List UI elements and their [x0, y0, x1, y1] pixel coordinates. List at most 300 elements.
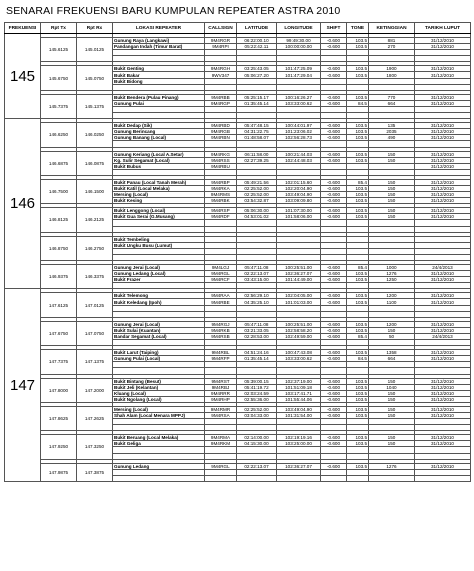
lokasi-cell: Kluang (Local) — [113, 390, 205, 396]
tone-cell: 103.5 — [347, 208, 369, 214]
longitude-cell: 99:49:30.00 — [277, 38, 321, 44]
shift-cell: -0.600 — [321, 435, 347, 441]
header-rpt-rx: Rpt Rx — [77, 23, 113, 34]
tarikh-cell: 31/12/2010 — [415, 384, 471, 390]
tarikh-cell: 31/12/2010 — [415, 350, 471, 356]
shift-cell: -0.600 — [321, 66, 347, 72]
callsign-cell: 9M4RGL — [205, 463, 237, 469]
lokasi-cell: Bukit Telemong — [113, 293, 205, 299]
tone-cell: 103.5 — [347, 72, 369, 78]
ketinggian-cell: 664 — [369, 100, 415, 106]
rpt-tx-cell: 145.7375 — [41, 94, 77, 118]
shift-cell — [321, 475, 347, 481]
tone-cell: 103.5 — [347, 38, 369, 44]
longitude-cell: 100:21:44.03 — [277, 151, 321, 157]
tone-cell: 103.5 — [347, 271, 369, 277]
ketinggian-cell: 150 — [369, 327, 415, 333]
shift-cell: -0.600 — [321, 441, 347, 447]
lokasi-cell: Gunung Pulai — [113, 100, 205, 106]
tarikh-cell: 31/12/2010 — [415, 44, 471, 50]
header-shift: SHIFT — [321, 23, 347, 34]
callsign-cell: 9M4RKM — [205, 441, 237, 447]
longitude-cell: 102:36:27.07 — [277, 271, 321, 277]
latitude-cell: 02:25:52.00 — [237, 406, 277, 412]
rpt-tx-cell: 146.7500 — [41, 179, 77, 203]
ketinggian-cell: 150 — [369, 412, 415, 418]
tarikh-cell: 31/12/2010 — [415, 123, 471, 129]
tarikh-cell: 31/12/2010 — [415, 327, 471, 333]
tone-cell: 103.5 — [347, 378, 369, 384]
tone-cell: 103.5 — [347, 299, 369, 305]
lokasi-cell: Gunung Ledang (Local) — [113, 271, 205, 277]
ketinggian-cell: 1200 — [369, 293, 415, 299]
tarikh-cell: 31/12/2010 — [415, 396, 471, 402]
tarikh-cell: 31/12/2010 — [415, 441, 471, 447]
rpt-rx-cell: 146.3375 — [77, 265, 113, 289]
shift-cell: -0.600 — [321, 406, 347, 412]
frequency-band-label: 146 — [5, 119, 41, 289]
longitude-cell: 101:47:25.09 — [277, 66, 321, 72]
tarikh-cell: 31/12/2010 — [415, 412, 471, 418]
lokasi-cell: Gunung Berincang — [113, 129, 205, 135]
longitude-cell: 102:01:15.60 — [277, 179, 321, 185]
latitude-cell — [237, 475, 277, 481]
ketinggian-cell: 150 — [369, 406, 415, 412]
ketinggian-cell — [369, 475, 415, 481]
frequency-band-label: 147 — [5, 289, 41, 482]
lokasi-cell: Bukit Larut (Taiping) — [113, 350, 205, 356]
ketinggian-cell: 150 — [369, 185, 415, 191]
lokasi-cell: Bukit Bidong — [113, 78, 205, 84]
longitude-cell: 102:19:19.16 — [277, 435, 321, 441]
ketinggian-cell: 1000 — [369, 265, 415, 271]
lokasi-cell — [113, 475, 205, 481]
rpt-tx-cell: 147.9875 — [41, 463, 77, 481]
shift-cell: -0.600 — [321, 412, 347, 418]
latitude-cell: 02:22:13.07 — [237, 463, 277, 469]
tarikh-cell: 31/12/2010 — [415, 151, 471, 157]
tone-cell: 84.5 — [347, 100, 369, 106]
longitude-cell: 102:37:19.00 — [277, 378, 321, 384]
callsign-cell: 9WV347 — [205, 72, 237, 78]
longitude-cell: 102:44:48.03 — [277, 157, 321, 163]
header-lokasi: LOKASI REPEATER — [113, 23, 205, 34]
tone-cell: 103.5 — [347, 441, 369, 447]
tone-cell: 103.5 — [347, 277, 369, 283]
ketinggian-cell: 1276 — [369, 271, 415, 277]
shift-cell: -0.600 — [321, 123, 347, 129]
latitude-cell: 05:06:30.00 — [237, 208, 277, 214]
tone-cell: 103.5 — [347, 157, 369, 163]
ketinggian-cell: 150 — [369, 435, 415, 441]
longitude-cell: 100:25:51.00 — [277, 265, 321, 271]
callsign-cell: 9M4RST — [205, 378, 237, 384]
shift-cell: -0.600 — [321, 179, 347, 185]
tarikh-cell: 31/12/2010 — [415, 406, 471, 412]
rpt-rx-cell: 147.1375 — [77, 350, 113, 374]
latitude-cell: 02:25:52.00 — [237, 185, 277, 191]
tarikh-cell: 31/12/2010 — [415, 157, 471, 163]
callsign-cell: 9M4RSB — [205, 333, 237, 339]
longitude-cell: 103:25:00.00 — [277, 441, 321, 447]
table-header-row — [5, 23, 471, 34]
ketinggian-cell: 150 — [369, 390, 415, 396]
lokasi-cell: Bukit Ngolang (Local) — [113, 396, 205, 402]
callsign-cell: 9M4RMS — [205, 192, 237, 198]
shift-cell: -0.600 — [321, 378, 347, 384]
callsign-cell: 9M4RGH — [205, 66, 237, 72]
shift-cell: -0.600 — [321, 396, 347, 402]
ketinggian-cell: 490 — [369, 135, 415, 141]
ketinggian-cell: 1040 — [369, 384, 415, 390]
callsign-cell: 9M4RCF — [205, 277, 237, 283]
tone-cell: 103.5 — [347, 321, 369, 327]
rpt-rx-cell: 147.2625 — [77, 406, 113, 430]
longitude-cell: 103:33:00.62 — [277, 100, 321, 106]
ketinggian-cell: 270 — [369, 44, 415, 50]
ketinggian-cell: 150 — [369, 192, 415, 198]
callsign-cell: 9M4RGJ — [205, 321, 237, 327]
shift-cell: -0.600 — [321, 299, 347, 305]
lokasi-cell: Bukit Gua Serai (G.Musang) — [113, 214, 205, 220]
lokasi-cell: Bukit Panau (Local Tanah Merah) — [113, 179, 205, 185]
shift-cell: -0.600 — [321, 44, 347, 50]
ketinggian-cell: 135 — [369, 123, 415, 129]
callsign-cell: 9M4RBB — [205, 94, 237, 100]
callsign-cell: 9M4RDF — [205, 214, 237, 220]
shift-cell: -0.600 — [321, 271, 347, 277]
tarikh-cell: 31/12/2010 — [415, 66, 471, 72]
longitude-cell: 101:55:44.06 — [277, 396, 321, 402]
tone-cell: 103.5 — [347, 185, 369, 191]
ketinggian-cell: 1900 — [369, 66, 415, 72]
latitude-cell: 04:35:25.10 — [237, 299, 277, 305]
ketinggian-cell: 150 — [369, 179, 415, 185]
callsign-cell: 9M4RSA — [205, 412, 237, 418]
latitude-cell: 05:06:27.20 — [237, 72, 277, 78]
longitude-cell: 100:44:01.97 — [277, 123, 321, 129]
shift-cell: -0.600 — [321, 192, 347, 198]
shift-cell: -0.600 — [321, 356, 347, 362]
callsign-cell: 9M4RBL — [205, 350, 237, 356]
tarikh-cell: 31/12/2010 — [415, 185, 471, 191]
lokasi-cell: Gunung Pulai (Local) — [113, 356, 205, 362]
latitude-cell: 02:25:52.00 — [237, 192, 277, 198]
header-longitude: LONGITUDE — [277, 23, 321, 34]
rpt-tx-cell: 145.6125 — [41, 38, 77, 62]
latitude-cell: 02:03:24.59 — [237, 390, 277, 396]
lokasi-cell: Shah Alam (Local Menara MPPJ) — [113, 412, 205, 418]
tarikh-cell: 24/4/2013 — [415, 265, 471, 271]
ketinggian-cell: 1200 — [369, 321, 415, 327]
lokasi-cell: Gunung Banang (Local) — [113, 135, 205, 141]
shift-cell: -0.600 — [321, 72, 347, 78]
callsign-cell: 9M4RBK — [205, 198, 237, 204]
latitude-cell: 06:11:58.00 — [237, 151, 277, 157]
tone-cell: 103.5 — [347, 214, 369, 220]
longitude-cell — [277, 475, 321, 481]
longitude-cell: 101:51:09.18 — [277, 384, 321, 390]
longitude-cell: 102:04:05.00 — [277, 293, 321, 299]
latitude-cell: 05:47:48.15 — [237, 123, 277, 129]
latitude-cell: 01:48:58.07 — [237, 135, 277, 141]
ketinggian-cell: 1250 — [369, 277, 415, 283]
longitude-cell: 101:07:30.00 — [277, 208, 321, 214]
header-tone: TONE — [347, 23, 369, 34]
latitude-cell: 05:25:15.17 — [237, 94, 277, 100]
tarikh-cell: 31/12/2010 — [415, 163, 471, 169]
tone-cell: 103.5 — [347, 151, 369, 157]
tarikh-cell: 31/12/2010 — [415, 293, 471, 299]
callsign-cell: 9M4RGB — [205, 129, 237, 135]
ketinggian-cell: 2035 — [369, 129, 415, 135]
callsign-cell: 9M4RGL — [205, 271, 237, 277]
latitude-cell: 05:47:11.08 — [237, 321, 277, 327]
ketinggian-cell: 150 — [369, 198, 415, 204]
rpt-rx-cell: 146.2125 — [77, 208, 113, 232]
tarikh-cell: 31/12/2010 — [415, 390, 471, 396]
header-rpt-tx: Rpt Tx — [41, 23, 77, 34]
lokasi-cell: Bukit Dedap (Sik) — [113, 123, 205, 129]
callsign-cell: 9M4RMA — [205, 435, 237, 441]
latitude-cell: 04:31:22.75 — [237, 129, 277, 135]
shift-cell: -0.600 — [321, 384, 347, 390]
longitude-cell: 101:58:06.00 — [277, 214, 321, 220]
lokasi-cell: Bukit Frazer — [113, 277, 205, 283]
tarikh-cell: 31/12/2010 — [415, 321, 471, 327]
frequency-band-label: 145 — [5, 34, 41, 119]
callsign-cell: 9M4RKB — [205, 327, 237, 333]
tarikh-cell: 31/12/2010 — [415, 299, 471, 305]
rpt-tx-cell: 146.9375 — [41, 265, 77, 289]
page-title: SENARAI FREKUENSI BARU KUMPULAN REPEATER ASTRA 2010 — [6, 5, 341, 17]
longitude-cell: 102:49:59.00 — [277, 333, 321, 339]
rpt-rx-cell: 145.1375 — [77, 94, 113, 118]
rpt-tx-cell: 145.6750 — [41, 66, 77, 90]
lokasi-cell: Bukit Katil (Local Melaka) — [113, 185, 205, 191]
ketinggian-cell: 50 — [369, 333, 415, 339]
rpt-tx-cell: 147.8625 — [41, 406, 77, 430]
lokasi-cell: Mersing (Local) — [113, 192, 205, 198]
rpt-tx-cell: 146.8125 — [41, 208, 77, 232]
latitude-cell: 02:28:53.00 — [237, 333, 277, 339]
rpt-rx-cell: 145.0750 — [77, 66, 113, 90]
rpt-tx-cell: 147.6125 — [41, 293, 77, 317]
longitude-cell: 101:23:06.02 — [277, 129, 321, 135]
longitude-cell: 103:49:04.90 — [277, 406, 321, 412]
shift-cell: -0.600 — [321, 463, 347, 469]
tarikh-cell: 31/12/2010 — [415, 179, 471, 185]
latitude-cell: 05:22:42.11 — [237, 44, 277, 50]
rpt-rx-cell: 146.0250 — [77, 123, 113, 147]
longitude-cell: 103:33:00.62 — [277, 356, 321, 362]
lokasi-cell: Bukit Genting — [113, 66, 205, 72]
tarikh-cell: 31/12/2010 — [415, 356, 471, 362]
latitude-cell: 03:21:33.05 — [237, 327, 277, 333]
rpt-rx-cell: 147.3875 — [77, 463, 113, 481]
callsign-cell: 9M4RBJ — [205, 384, 237, 390]
shift-cell: -0.600 — [321, 129, 347, 135]
longitude-cell: 103:09:09.80 — [277, 198, 321, 204]
longitude-cell: 102:36:27.07 — [277, 463, 321, 469]
tarikh-cell: 31/12/2010 — [415, 38, 471, 44]
latitude-cell: 04:53:01.02 — [237, 214, 277, 220]
tarikh-cell: 31/12/2010 — [415, 129, 471, 135]
ketinggian-cell: 1800 — [369, 72, 415, 78]
lokasi-cell: Gunung Keriang (Local A.Setar) — [113, 151, 205, 157]
lokasi-cell: Bukit Bintang (Besut) — [113, 378, 205, 384]
rpt-tx-cell: 146.8750 — [41, 236, 77, 260]
tone-cell: 103.5 — [347, 293, 369, 299]
longitude-cell: 101:47:29.04 — [277, 72, 321, 78]
lokasi-cell: Bukit Beruang (Local Melaka) — [113, 435, 205, 441]
tone-cell: 103.5 — [347, 406, 369, 412]
latitude-cell: 03:04:33.00 — [237, 412, 277, 418]
latitude-cell: 02:27:39.25 — [237, 157, 277, 163]
lokasi-cell: Mersing (Local) — [113, 406, 205, 412]
callsign-cell: 9M4RAA — [205, 293, 237, 299]
callsign-cell: 9M4RKG — [205, 151, 237, 157]
callsign-cell: 9M4RBD — [205, 123, 237, 129]
longitude-cell: 102:20:04.90 — [277, 185, 321, 191]
frequency-table-sheet — [4, 22, 470, 566]
latitude-cell: 02:22:13.07 — [237, 271, 277, 277]
longitude-cell: 100:16:26.27 — [277, 94, 321, 100]
shift-cell: -0.600 — [321, 333, 347, 339]
tarikh-cell: 31/12/2010 — [415, 277, 471, 283]
tone-cell: 103.5 — [347, 66, 369, 72]
tone-cell: 103.5 — [347, 198, 369, 204]
header-tarikh-luput: TARIKH LUPUT — [415, 23, 471, 34]
longitude-cell: 100:25:51.00 — [277, 321, 321, 327]
tarikh-cell: 31/12/2010 — [415, 271, 471, 277]
lokasi-cell: Bukit Bendera (Pulau Pinang) — [113, 94, 205, 100]
shift-cell: -0.600 — [321, 208, 347, 214]
shift-cell: -0.600 — [321, 94, 347, 100]
rpt-tx-cell: 146.6875 — [41, 151, 77, 175]
rpt-tx-cell: 146.6250 — [41, 123, 77, 147]
ketinggian-cell: 150 — [369, 378, 415, 384]
longitude-cell: 102:56:28.73 — [277, 135, 321, 141]
latitude-cell: 06:22:00.10 — [237, 38, 277, 44]
latitude-cell: 03:54:32.87 — [237, 198, 277, 204]
tarikh-cell: 31/12/2010 — [415, 135, 471, 141]
header-latitude: LATITUDE — [237, 23, 277, 34]
longitude-cell: 103:17:41.71 — [277, 390, 321, 396]
tarikh-cell: 24/4/2013 — [415, 333, 471, 339]
tone-cell: 85.4 — [347, 333, 369, 339]
latitude-cell: 01:35:45.14 — [237, 356, 277, 362]
ketinggian-cell: 150 — [369, 157, 415, 163]
latitude-cell: 05:47:11.08 — [237, 265, 277, 271]
latitude-cell: 03:43:15.00 — [237, 277, 277, 283]
rpt-rx-cell: 147.0125 — [77, 293, 113, 317]
longitude-cell: 101:44:49.00 — [277, 277, 321, 283]
repeater-frequency-table — [4, 22, 471, 482]
tone-cell: 103.5 — [347, 463, 369, 469]
callsign-cell: 9M4RHP — [205, 396, 237, 402]
lokasi-cell: Gunung Jerai (Local) — [113, 321, 205, 327]
rpt-rx-cell: 146.2750 — [77, 236, 113, 260]
latitude-cell: 05:49:21.56 — [237, 179, 277, 185]
callsign-cell: 9M4RSS — [205, 157, 237, 163]
shift-cell: -0.600 — [321, 198, 347, 204]
callsign-cell: 9M4RPI — [205, 44, 237, 50]
callsign-cell: 9M4RBU — [205, 163, 237, 169]
callsign-cell: 9M4RSP — [205, 208, 237, 214]
tone-cell: 103.5 — [347, 192, 369, 198]
tone-cell: 85.4 — [347, 265, 369, 271]
tone-cell: 103.5 — [347, 44, 369, 50]
longitude-cell: 100:47:43.08 — [277, 350, 321, 356]
shift-cell: -0.600 — [321, 265, 347, 271]
longitude-cell: 103:49:04.90 — [277, 192, 321, 198]
callsign-cell: 9M4RBN — [205, 135, 237, 141]
ketinggian-cell: 770 — [369, 94, 415, 100]
ketinggian-cell: 150 — [369, 151, 415, 157]
callsign-cell: 9M4RBP — [205, 179, 237, 185]
shift-cell: -0.600 — [321, 151, 347, 157]
tone-cell: 103.5 — [347, 390, 369, 396]
lokasi-cell: Bukit Lenggong (Local) — [113, 208, 205, 214]
rpt-rx-cell: 147.2000 — [77, 378, 113, 402]
lokasi-cell: Gunung Jerai (Local) — [113, 265, 205, 271]
ketinggian-cell: 664 — [369, 356, 415, 362]
tone-cell: 85.4 — [347, 179, 369, 185]
tarikh-cell: 31/12/2010 — [415, 198, 471, 204]
tarikh-cell: 31/12/2010 — [415, 463, 471, 469]
callsign-cell: 9M4RKA — [205, 185, 237, 191]
shift-cell: -0.600 — [321, 350, 347, 356]
header-callsign: CALLSIGN — [205, 23, 237, 34]
tarikh-cell: 31/12/2010 — [415, 192, 471, 198]
tone-cell: 103.5 — [347, 94, 369, 100]
latitude-cell: 04:15:30.00 — [237, 441, 277, 447]
tone-cell: 103.5 — [347, 350, 369, 356]
lokasi-cell: Bukit Tembeling — [113, 236, 205, 242]
header-ketinggian: KETINGGIAN — [369, 23, 415, 34]
lokasi-cell: Bukit Bakar — [113, 72, 205, 78]
latitude-cell: 02:56:29.10 — [237, 293, 277, 299]
shift-cell: -0.600 — [321, 390, 347, 396]
shift-cell: -0.600 — [321, 135, 347, 141]
longitude-cell: 101:01:03.00 — [277, 299, 321, 305]
latitude-cell: 01:35:45.14 — [237, 100, 277, 106]
rpt-tx-cell: 147.9250 — [41, 435, 77, 459]
tone-cell: 103.5 — [347, 384, 369, 390]
tone-cell: 103.5 — [347, 123, 369, 129]
latitude-cell: 05:41:19.72 — [237, 384, 277, 390]
lokasi-cell: Bukit Sulai (Kuantan) — [113, 327, 205, 333]
callsign-cell: 9M4LGJ — [205, 265, 237, 271]
lokasi-cell: Bukit Bubus — [113, 163, 205, 169]
shift-cell: -0.600 — [321, 321, 347, 327]
lokasi-cell: Bukit Ungku Busu (Lumut) — [113, 242, 205, 248]
callsign-cell: 9M4RFP — [205, 356, 237, 362]
callsign-cell: 9M4RRR — [205, 390, 237, 396]
lokasi-cell: Bukit Keledang (Ipoh) — [113, 299, 205, 305]
rpt-tx-cell: 147.7375 — [41, 350, 77, 374]
latitude-cell: 03:25:43.05 — [237, 66, 277, 72]
latitude-cell: 05:39:00.15 — [237, 378, 277, 384]
latitude-cell: 02:14:00.00 — [237, 435, 277, 441]
callsign-cell — [205, 475, 237, 481]
lokasi-cell: Bandar Segamat (Local) — [113, 333, 205, 339]
shift-cell: -0.600 — [321, 38, 347, 44]
tarikh-cell: 31/12/2010 — [415, 214, 471, 220]
latitude-cell: 02:55:36.00 — [237, 396, 277, 402]
table-body — [5, 34, 471, 482]
